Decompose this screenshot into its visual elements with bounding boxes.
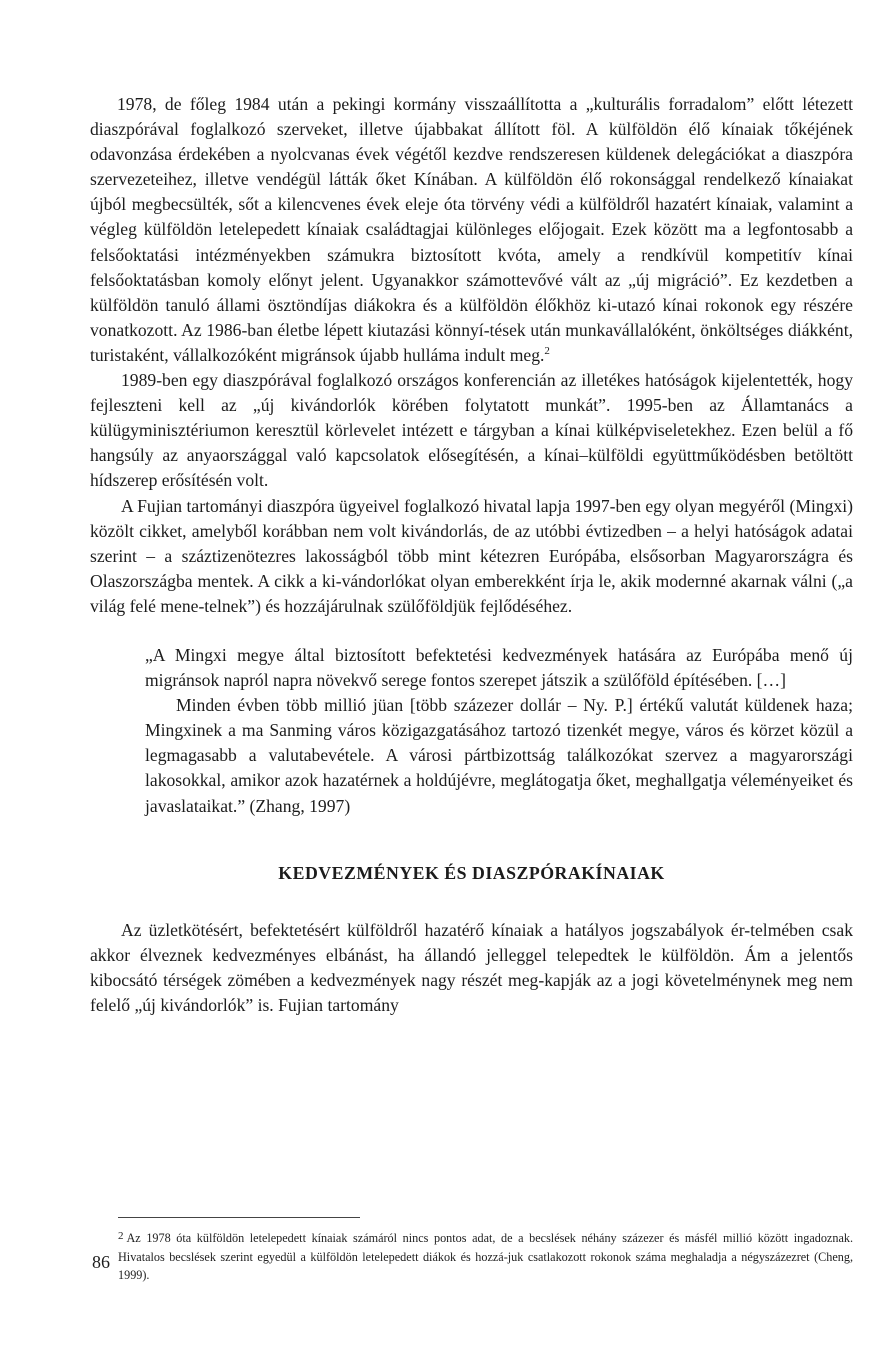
page-body [90,92,853,1018]
block-quote [145,643,853,819]
quote-paragraph-1: „A Mingxi megye által biztosított befektetési kedvezmények hatására az Európába menő új migránsok napról napra növekvő serege fontos szerepet játszik a szülőföld építésében. […] [145,644,853,691]
paragraph-3: A Fujian tartományi diaszpóra ügyeivel foglalkozó hivatal lapja 1997-ben egy olyan megyéről (Mingxi) közölt cikket, amelyből korábban nem volt kivándorlás, de az utóbbi évtizedben – a helyi hatóságok adatai szerint – a száztizenötezres lakosságból több mint kétezren Európába, elsősorban Magyarországra és Olaszországba mentek. A cikk a ki-vándorlókat olyan emberekként írja le, akik modernné akarnak válni („a világ felé mene-telnek”) és hozzájárulnak szülőföldjük fejlődéséhez. [90,495,853,616]
paragraph-1: 1978, de főleg 1984 után a pekingi kormány visszaállította a „kulturális forradalom” előtt létezett diaszpórával foglalkozó szerveket, illetve újabbakat állított föl. A külföldön élő kínaiak tőkéjének odavonzása érdekében a nyolcvanas évek végétől kezdve rendszeresen küldenek delegációkat a diaszpóra szervezeteihez, illetve vendégül látták őket Kínában. A külföldön élő rokonsággal rendelkező kínaiakat újból megbecsülték, sőt a kilencvenes évek eleje óta törvény védi a külföldről hazatért kínaiak, valamint a végleg külföldön letelepedett kínaiak családtagjai különleges előjogait. Ezek között ma a legfontosabb a felsőoktatási intézményekben számukra biztosított kvóta, amely a rendkívül kompetitív kínai felsőoktatásban komoly előnyt jelent. Ugyanakkor számottevővé vált az „új migráció”. Ez kezdetben a külföldön tanuló állami ösztöndíjas diákokra és a külföldön élőkhöz ki-utazó kínai rokonok egy részére vonatkozott. Az 1986-ban életbe lépett kiutazási könnyí-tések után munkavállalóként, önköltséges diákként, turistaként, vállalkozóként migránsok újabb hulláma indult meg.$^2$ [90,94,853,365]
paragraph-2: 1989-ben egy diaszpórával foglalkozó országos konferencián az illetékes hatóságok kijelentették, hogy fejleszteni kell az „új kivándorlók körében folytatott munkát”. 1995-ben az Államtanács a külügyminisztériumon keresztül körlevelet intézett e tárgyban a kínai külképviseletekhez. Ezen belül a fő hangsúly az anyaországgal való kapcsolatok elősegítésén, a kínai–külföldi együttműködésben betöltött hídszerep erősítésén volt. [90,370,853,491]
section-heading: KEDVEZMÉNYEK ÉS DIASZPÓRAKÍNAIAK [278,862,665,883]
quote-paragraph-2: Minden évben több millió jüan [több százezer dollár – Ny. P.] értékű valutát küldenek haza; Mingxinek a ma Sanming város közigazgatásához tartozó tizenkét megye, város és körzet közül a legmagasabb a valutabevétele. A városi pártbizottság találkozókat szervez a magyarországi lakosokkal, amikor azok hazatérnek a holdújévre, meglátogatja őket, meghallgatja véleményeiket és javaslataikat.” (Zhang, 1997) [145,695,853,816]
paragraph-4: Az üzletkötésért, befektetésért külföldről hazatérő kínaiak a hatályos jogszabályok ér-telmében csak akkor élveznek kedvezményes elbánást, ha állandó jelleggel telepedtek le külföldön. Ám a jelentős kibocsátó térségek zömében a kedvezmények nagy részét meg-kapják az a jogi követelménynek meg nem felelő „új kivándorlók” is. Fujian tartomány [90,919,853,1015]
page-number: 86 [92,1252,110,1272]
footnote-text: Az 1978 óta külföldön letelepedett kínaiak számáról nincs pontos adat, de a becslések néhány százezer és másfél millió között ingadoznak. Hivatalos becslések szerint egyedül a külföldön letelepedett diákok és hozzá-juk csatlakozott rokonok száma meghaladja a négyszázezret (Cheng, 1999). [118,1231,853,1283]
footnote-divider [118,1217,360,1218]
footnote-mark: 2 [118,1230,124,1242]
footnote [118,1227,853,1285]
footnote-ref: 2 [544,344,550,357]
